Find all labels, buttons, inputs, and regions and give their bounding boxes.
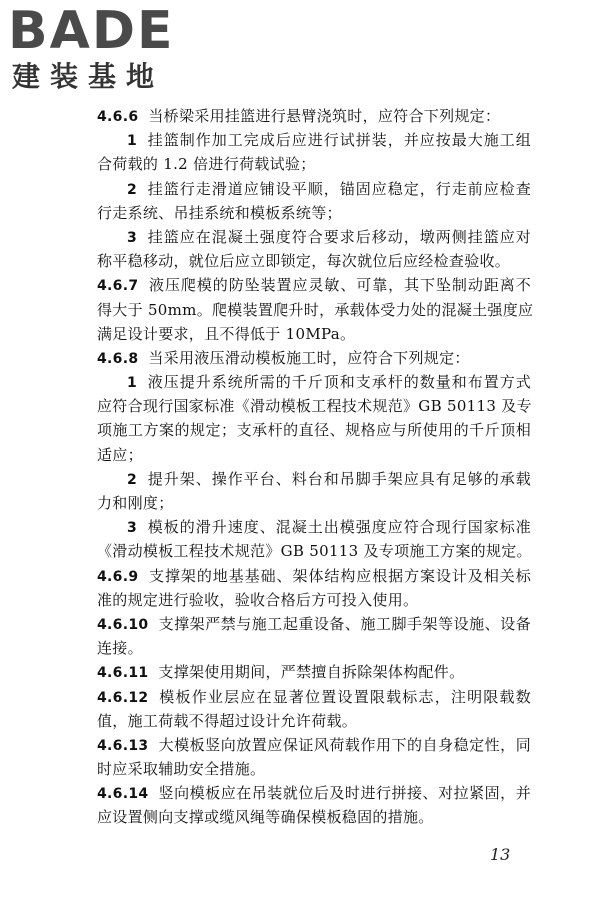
text-line: [97, 709, 531, 733]
line-text: 挂篮制作加工完成后应进行试拼装，并应按最大施工组: [147, 131, 531, 150]
text-line: [97, 564, 531, 588]
clause-number: 4.6.6: [97, 109, 139, 125]
line-text: 应符合现行国家标准《滑动模板工程技术规范》GB 50113 及专: [97, 397, 532, 416]
line-text: 模板作业层应在显著位置设置限载标志，注明限载数: [158, 687, 531, 706]
text-line: [97, 805, 531, 829]
line-text: 称平稳移动，就位后应立即锁定，每次就位后应经检查验收。: [97, 252, 511, 271]
clause-number: 1: [127, 133, 138, 150]
text-line: [97, 298, 534, 322]
line-text: 大模板竖向放置应保证风荷载作用下的自身稳定性，同: [158, 735, 531, 754]
line-text: 合荷载的 1.2 倍进行荷载试验；: [97, 155, 316, 174]
clause-number: 4.6.11: [97, 665, 149, 682]
text-line: [97, 781, 531, 805]
line-text: 应设置侧向支撑或缆风绳等确保模板稳固的措施。: [97, 808, 434, 827]
line-text: 提升架、操作平台、料台和吊脚手架应具有足够的承载: [147, 469, 531, 488]
text-line: [97, 733, 531, 757]
clause-number: 3: [127, 520, 138, 537]
line-text: 得大于 50mm。爬模装置爬升时，承载体受力处的混凝土强度应: [97, 300, 534, 319]
text-line: [97, 201, 531, 225]
line-text: 挂篮行走滑道应铺设平顺，锚固应稳定，行走前应检查: [147, 179, 531, 198]
page-number: 13: [490, 845, 511, 864]
text-line: [97, 273, 531, 297]
clause-number: 2: [127, 181, 138, 198]
text-line: [97, 636, 531, 660]
text-line: [97, 346, 531, 370]
text-line: [97, 588, 531, 612]
text-line: [97, 394, 531, 418]
line-text: 当采用液压滑动模板施工时，应符合下列规定：: [148, 348, 470, 367]
text-line: [97, 491, 531, 515]
text-line: [97, 249, 531, 273]
text-line: [97, 418, 531, 442]
text-line: [97, 322, 531, 346]
text-line: [97, 539, 531, 563]
document-body: [97, 104, 534, 830]
line-text: 模板的滑升速度、混凝土出模强度应符合现行国家标准: [147, 518, 531, 537]
text-line: [97, 128, 531, 152]
line-text: 连接。: [97, 639, 143, 658]
text-line: [97, 660, 531, 684]
clause-number: 4.6.12: [97, 689, 149, 706]
line-text: 支撑架使用期间，严禁擅自拆除架体构配件。: [158, 663, 465, 682]
line-text: 准的规定进行验收，验收合格后方可投入使用。: [97, 590, 419, 609]
text-line: [97, 443, 531, 467]
line-text: 支撑架严禁与施工起重设备、施工脚手架等设施、设备: [158, 614, 531, 633]
text-line: [97, 370, 531, 394]
line-text: 项施工方案的规定；支承杆的直径、规格应与所使用的千斤顶相: [97, 421, 531, 440]
text-line: [97, 152, 531, 176]
logo-wordmark: BADE: [8, 1, 175, 61]
line-text: 竖向模板应在吊装就位后及时进行拼接、对拉紧固，并: [158, 784, 531, 803]
clause-number: 1: [127, 375, 138, 392]
line-text: 液压提升系统所需的千斤顶和支承杆的数量和布置方式: [147, 373, 531, 392]
clause-number: 4.6.9: [97, 568, 139, 585]
clause-number: 4.6.10: [97, 616, 149, 633]
line-text: 行走系统、吊挂系统和模板系统等；: [97, 203, 342, 222]
line-text: 《滑动模板工程技术规范》GB 50113 及专项施工方案的规定。: [97, 542, 532, 561]
clause-number: 4.6.7: [97, 278, 139, 295]
text-line: [97, 757, 531, 781]
brand-logo: [8, 1, 183, 94]
text-line: [97, 515, 531, 539]
clause-number: 4.6.8: [97, 350, 139, 367]
line-text: 时应采取辅助安全措施。: [97, 760, 266, 779]
line-text: 当桥梁采用挂篮进行悬臂浇筑时，应符合下列规定：: [148, 107, 501, 125]
clause-number: 3: [127, 229, 138, 246]
clause-number: 4.6.13: [97, 737, 149, 754]
line-text: 支撑架的地基基础、架体结构应根据方案设计及相关标: [148, 566, 531, 585]
logo-subtitle: 建装基地: [12, 60, 165, 93]
text-line: [97, 612, 531, 636]
line-text: 挂篮应在混凝土强度符合要求后移动，墩两侧挂篮应对: [147, 227, 531, 246]
text-line: [97, 177, 531, 201]
text-line: [97, 104, 531, 128]
line-text: 力和刚度；: [97, 494, 174, 512]
text-line: [97, 225, 531, 249]
line-text: 液压爬模的防坠装置应灵敏、可靠，其下坠制动距离不: [148, 276, 531, 295]
text-line: [97, 685, 531, 709]
line-text: 值，施工荷载不得超过设计允许荷载。: [97, 711, 358, 730]
text-line: [97, 467, 531, 491]
clause-number: 2: [127, 471, 138, 488]
line-text: 满足设计要求，且不得低于 10MPa。: [97, 324, 356, 343]
clause-number: 4.6.14: [97, 786, 149, 803]
line-text: 适应；: [97, 445, 143, 464]
